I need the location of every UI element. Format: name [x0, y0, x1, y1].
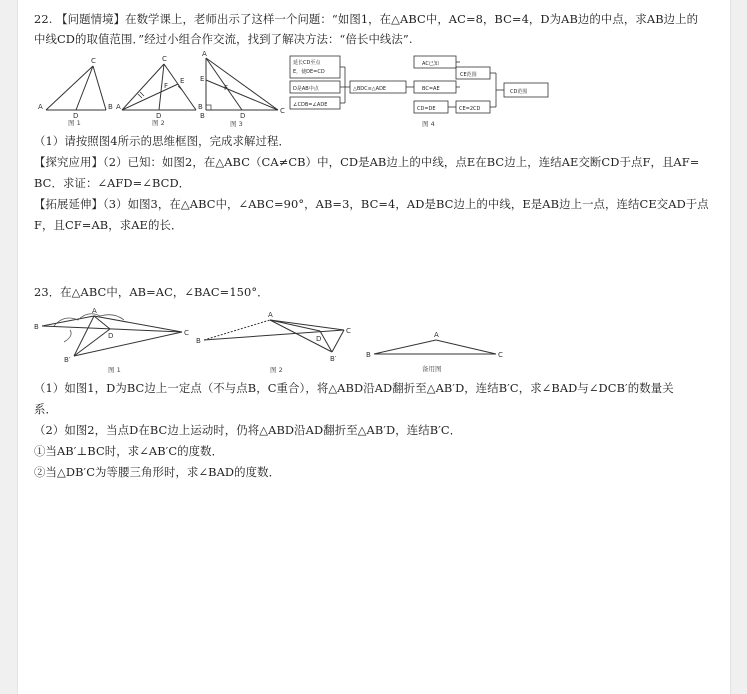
- q23-fig1-label-a: A: [92, 307, 97, 315]
- q22-fig2-label-b: B: [198, 103, 203, 111]
- q23-fig3-label-c: C: [498, 351, 503, 359]
- q22-part2-line1: 【探究应用】（2）已知：如图2，在△ABC（CA≠CB）中，CD是AB边上的中线，点E在BC边上，连结AE交断CD于点F，且AF=: [34, 155, 700, 169]
- q22-fig4-box1-line1: 延长CD至点: [293, 60, 321, 66]
- q23-part1-line2: 系．: [34, 402, 57, 416]
- q22-figure-4-mindmap: [288, 54, 568, 130]
- q23-fig1-caption: 图 1: [108, 366, 121, 374]
- q22-fig4-box2: D是AB中点: [293, 86, 319, 92]
- q22-fig3-label-b: B: [200, 112, 205, 120]
- q23-figure-backup: [364, 326, 514, 376]
- q23-figure-1: [34, 306, 194, 376]
- q22-fig3-caption: 图 3: [230, 120, 243, 128]
- q22-part3-line2: F，且CF=AB，求AE的长．: [34, 218, 183, 232]
- q23-part2-sub1: ①当AB′⊥BC时，求∠AB′C的度数．: [34, 444, 224, 458]
- q22-fig1-label-a: A: [38, 103, 43, 111]
- q23-fig2-label-b: B: [196, 337, 201, 345]
- q22-fig4-box8: CD=DE: [417, 106, 436, 112]
- q23-fig2-label-d: D: [316, 335, 322, 343]
- q23-fig1-label-d: D: [108, 332, 114, 340]
- q22-part3-line1: 【拓展延伸】（3）如图3，在△ABC中，∠ABC=90°，AB=3，BC=4，AD是BC边上的中线，E是AB边上一点，连结CE交AD于点: [34, 197, 709, 211]
- q23-fig2-label-b-prime: B′: [330, 355, 337, 363]
- q22-fig2-label-f: F: [164, 82, 169, 90]
- q22-line1: 22. 【问题情境】在数学课上，老师出示了这样一个问题：“如图1，在△ABC中，AC=8，BC=4，D为AB边的中点，求AB边上的: [34, 12, 699, 26]
- q22-fig4-box9: CE=2CD: [459, 106, 481, 112]
- q22-fig3-label-e: E: [200, 75, 205, 83]
- q23-fig3-label-b: B: [366, 351, 371, 359]
- q23-fig2-caption: 图 2: [270, 366, 283, 374]
- q23-fig1-label-c: C: [184, 329, 189, 337]
- q23-part2-sub2: ②当△DB′C为等腰三角形时，求∠BAD的度数．: [34, 465, 281, 479]
- q22-fig1-label-c: C: [91, 57, 96, 65]
- q22-part1: （1）请按照图4所示的思维框图，完成求解过程．: [34, 134, 290, 148]
- q22-fig4-box10: CD范围: [510, 89, 528, 95]
- q22-figure-1: [38, 52, 118, 132]
- q23-fig3-label-a: A: [434, 331, 439, 339]
- q22-fig3-label-d: D: [240, 112, 246, 120]
- q22-fig3-label-a: A: [202, 50, 207, 58]
- q22-fig4-box5: AC已知: [422, 61, 439, 67]
- q23-fig2-label-a: A: [268, 311, 273, 319]
- q22-line2: 中线CD的取值范围．”经过小组合作交流，找到了解决方法：“倍长中线法”.: [34, 32, 413, 46]
- q22-fig3-label-f: F: [224, 84, 229, 92]
- q23-fig3-caption: 备用图: [422, 365, 442, 373]
- q23-part1-line1: （1）如图1，D为BC边上一定点（不与点B，C重合），将△ABD沿AD翻折至△AB′D，连结B′C，求∠BAD与∠DCB′的数量关: [34, 381, 674, 395]
- q22-fig4-box4: △BDC≌△ADE: [353, 86, 387, 92]
- q23-fig2-label-c: C: [346, 327, 351, 335]
- q22-figure-2: [116, 52, 206, 132]
- q23-part2: （2）如图2，当点D在BC边上运动时，仍将△ABD沿AD翻折至△AB′D，连结B′C．: [34, 423, 462, 437]
- q23-title: 23．在△ABC中，AB=AC，∠BAC=150°．: [34, 285, 269, 299]
- q22-fig4-box7: CE范围: [460, 72, 477, 78]
- q22-figure-3: [200, 50, 288, 132]
- q22-fig2-caption: 图 2: [152, 119, 165, 127]
- q22-fig1-caption: 图 1: [68, 119, 81, 127]
- q22-fig1-label-d: D: [73, 112, 79, 120]
- q22-fig2-label-c: C: [162, 55, 167, 63]
- q23-fig1-label-b-prime: B′: [64, 356, 71, 364]
- q23-figure-2: [196, 306, 356, 376]
- q22-part2-line2: BC．求证：∠AFD=∠BCD．: [34, 176, 191, 190]
- q22-fig2-label-e: E: [180, 77, 185, 85]
- document-page: [17, 0, 731, 694]
- q22-fig4-box3: ∠CDB=∠ADE: [293, 102, 328, 108]
- q22-fig4-caption: 图 4: [422, 120, 435, 128]
- q22-fig4-box6: BC=AE: [422, 86, 440, 92]
- q22-fig4-box1-line2: E，使DE=CD: [293, 69, 325, 75]
- q22-fig2-label-d: D: [156, 112, 162, 120]
- q22-fig1-label-b: B: [108, 103, 113, 111]
- q22-fig3-label-c: C: [280, 107, 285, 115]
- q23-fig1-label-b: B: [34, 323, 39, 331]
- q22-fig2-label-a: A: [116, 103, 121, 111]
